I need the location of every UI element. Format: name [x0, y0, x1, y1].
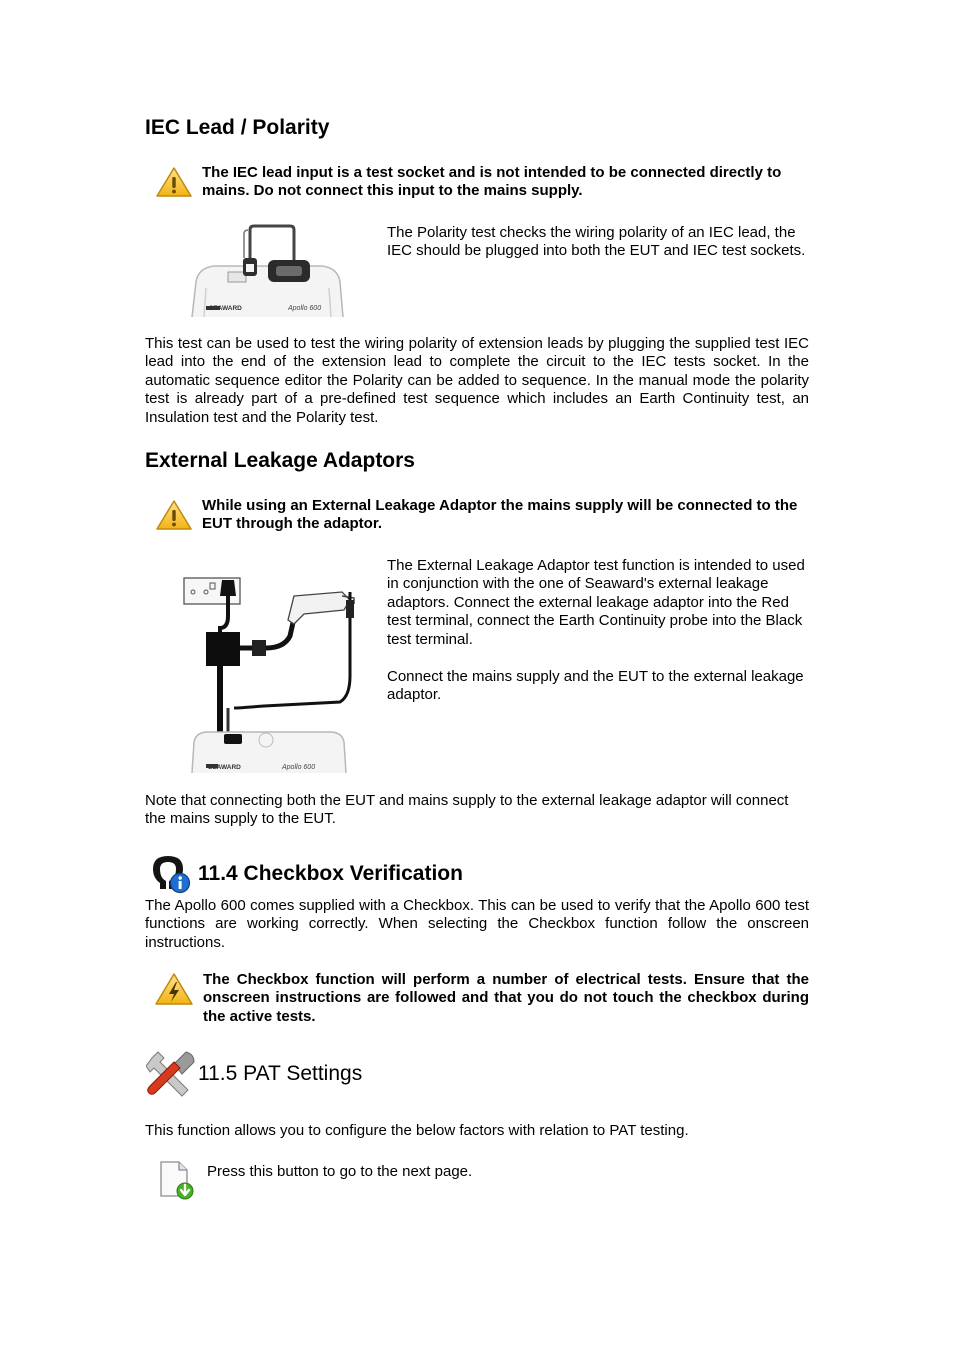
next-page-description: Press this button to go to the next page. — [207, 1163, 473, 1180]
image-brand-label: SEAWARD — [209, 305, 242, 312]
heading-pat-settings: 11.5 PAT Settings — [198, 1062, 363, 1085]
image-model-label: Apollo 600 — [282, 764, 316, 771]
image-model-label: Apollo 600 — [288, 305, 322, 312]
iec-body-text: This test can be used to test the wiring polarity of extension leads by plugging the supplied test IEC lead into the end of the extension lead to complete the circuit to the IEC tests socket. In the automatic sequence editor the Polarity can be added to sequence. In the manual mode the polarity test is already part of a pre-defined test sequence which includes an Earth Continuity test, an Insulation test and the Polarity test. — [145, 335, 809, 426]
leakage-adaptor-image — [144, 556, 384, 774]
heading-external-leakage: External Leakage Adaptors — [145, 449, 415, 472]
polarity-side-text: The Polarity test checks the wiring polarity of an IEC lead, the IEC should be plugged into both the EUT and IEC test sockets. — [387, 224, 806, 260]
leakage-note-text: Note that connecting both the EUT and mains supply to the external leakage adaptor will connect the mains supply to the EUT. — [145, 792, 789, 828]
electrical-hazard-icon — [154, 972, 194, 1006]
iec-lead-image — [190, 222, 345, 318]
leakage-side-text-2: Connect the mains supply and the EUT to the external leakage adaptor. — [387, 668, 804, 704]
heading-iec-lead-polarity: IEC Lead / Polarity — [145, 116, 330, 139]
checkbox-info-icon — [150, 852, 194, 894]
pat-settings-tools-icon — [146, 1050, 196, 1098]
warning-text-iec: The IEC lead input is a test socket and is not intended to be connected directly to mains. Do not connect this input to the mains supply. — [202, 164, 782, 200]
warning-text-leakage: While using an External Leakage Adaptor the mains supply will be connected to the EUT through the adaptor. — [202, 497, 798, 533]
leakage-side-text-1: The External Leakage Adaptor test function is intended to used in conjunction with the one of Seaward's external leakage adaptors. Connect the external leakage adaptor into the Red test terminal, connect the Earth Continuity probe into the Black test terminal. — [387, 557, 805, 648]
warning-text-checkbox: The Checkbox function will perform a number of electrical tests. Ensure that the onscreen instructions are followed and that you do not touch the checkbox during the active tests. — [203, 971, 809, 1025]
checkbox-body-text: The Apollo 600 comes supplied with a Checkbox. This can be used to verify that the Apollo 600 test functions are working correctly. When selecting the Checkbox function follow the onscreen instructions. — [145, 897, 809, 951]
heading-checkbox-verification: 11.4 Checkbox Verification — [198, 862, 463, 885]
next-page-icon — [157, 1160, 195, 1200]
image-brand-label: SEAWARD — [208, 764, 241, 771]
warning-icon — [155, 166, 193, 198]
warning-icon — [155, 499, 193, 531]
next-page-button[interactable] — [157, 1160, 195, 1200]
pat-body-text: This function allows you to configure the below factors with relation to PAT testing. — [145, 1122, 689, 1139]
